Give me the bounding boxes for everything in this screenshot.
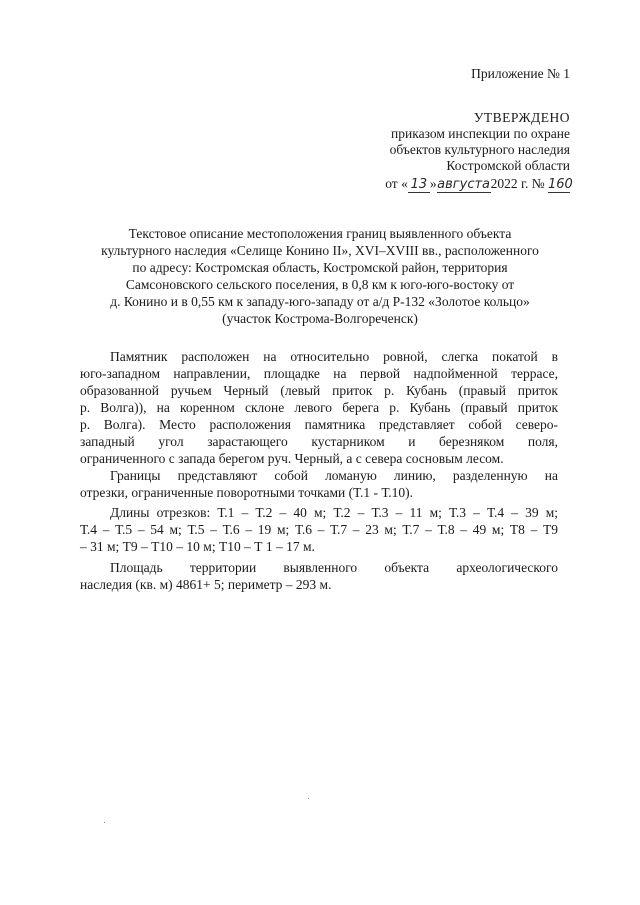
date-year: 2022 г. № [490, 176, 545, 191]
body-line: ограниченного с запада берегом руч. Черный, а с севера сосновым лесом. [80, 451, 504, 466]
appendix-label: Приложение № 1 [471, 66, 570, 81]
approval-title: УТВЕРЖДЕНО [473, 110, 570, 125]
approval-line-1: приказом инспекции по охране [391, 126, 570, 141]
body-line: Границы представляют собой ломаную линию, разделенную на [110, 468, 558, 483]
date-mid: » [429, 176, 437, 191]
date-prefix: от « [385, 176, 408, 191]
body-line: – 31 м; Т9 – Т10 – 10 м; Т10 – Т 1 – 17 м. [80, 539, 315, 554]
body-line: Площадь территории выявленного объекта археологического [110, 560, 558, 575]
handwritten-day: 13 [408, 178, 430, 193]
approval-line-3: Костромской области [446, 158, 570, 173]
heading-line: д. Конино и в 0,55 км к западу-юго-западу от а/д Р-132 «Золотое кольцо» [110, 294, 530, 309]
heading-line: Самсоновского сельского поселения, в 0,8 км к юго-юго-востоку от [125, 277, 515, 292]
body-line: Длины отрезков: Т.1 – Т.2 – 40 м; Т.2 – Т.3 – 11 м; Т.3 – Т.4 – 39 м; [110, 505, 558, 520]
body-line: западный угол зарастающего кустарником и березняком поля, [80, 434, 558, 449]
handwritten-month: августа [437, 177, 491, 192]
body-line: образованной ручьем Черный (левый приток р. Кубань (правый приток [80, 383, 558, 398]
heading-line: Текстовое описание местоположения границ выявленного объекта [128, 226, 512, 241]
body-line: р. Волга)), на коренном склоне левого берега р. Кубань (правый приток [80, 400, 558, 415]
heading-line: (участок Кострома-Волгореченск) [222, 311, 418, 326]
approval-date-line [385, 176, 573, 193]
body-line: Т.4 – Т.5 – 54 м; Т.5 – Т.6 – 19 м; Т.6 – Т.7 – 23 м; Т.7 – Т.8 – 49 м; Т8 – Т9 [80, 522, 558, 537]
scan-speck [308, 798, 309, 799]
approval-line-2: объектов культурного наследия [389, 142, 570, 157]
heading-line: культурного наследия «Селище Конино II», XVI–XVIII вв., расположенного [101, 243, 539, 258]
body-line: р. Волга). Место расположения памятника представляет собой северо- [80, 417, 558, 432]
body-line: наследия (кв. м) 4861+ 5; периметр – 293 м. [80, 577, 332, 592]
body-line: юго-западном направлении, площадке на первой надпойменной террасе, [80, 366, 558, 381]
body-line: отрезки, ограниченные поворотными точками (Т.1 - Т.10). [80, 485, 414, 500]
heading-line: по адресу: Костромская область, Костромской район, территория [132, 260, 508, 275]
scan-speck [104, 822, 105, 823]
body-line: Памятник расположен на относительно ровной, слегка покатой в [110, 349, 558, 364]
handwritten-number: 160 [548, 177, 573, 192]
